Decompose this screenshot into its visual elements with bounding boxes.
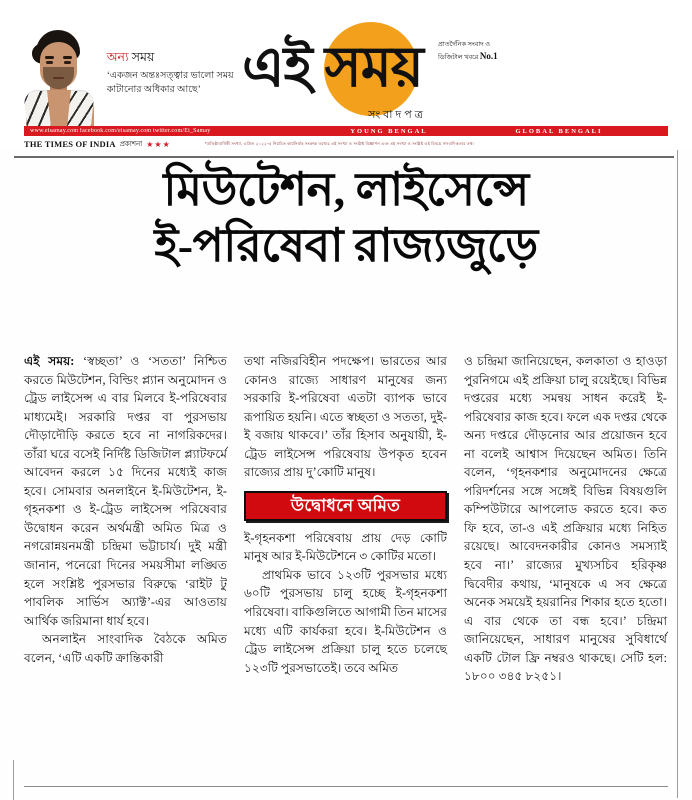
- publisher-bengali-label: প্রকাশনা: [119, 140, 143, 148]
- article-lede: এই সময়:: [24, 354, 75, 368]
- portrait-face: [40, 42, 77, 88]
- masthead-fineprint: *প্রতিষ্ঠাবার্ষিকী সংখ্যা, এপ্রিল ২০২২-এ নিয়মিত কার্যনির্বাহ সংক্রান্ত তথ্যের এই সংখ্যা ও সংশ্লিষ্ট বিজ্ঞাপন এবং এই সংখ্যা ও সংশ্লিষ্ট এই বিষয়ে সাংবাদিকতার তথ্য: [204, 140, 474, 146]
- strip-global-bengali: GLOBAL BENGALI: [515, 127, 603, 135]
- paragraph: ও চন্দ্রিমা জানিয়েছেন, কলকাতা ও হাওড়া পুরনিগমে এই প্রক্রিয়া চালু রয়েইছে। বিভিন্ন দপ্তরের মধ্যে সমন্বয় সাধন করেই ই-পরিষেবার কাজ হবে। ফলে এক দপ্তর থেকে অন্য দপ্তরে দৌড়নোর আর প্রয়োজন হবে না বলেই আশ্বাস দিয়েছেন অমিত। তিনি বলেন, ‘গৃহনকশার অনুমোদনের ক্ষেত্রে পরিদর্শনের সঙ্গে সঙ্গেই বিভিন্ন বিষয়গুলি কম্পিউটারে আপলোড করতে হবে। কত ফি হবে, তা-ও এই প্রক্রিয়ার মধ্যে নিহিত রয়েছে। আবেদনকারীর কোনও সমস্যাই হবে না।’ রাজ্যের মুখ্যসচিব হরিকৃষ্ণ দ্বিবেদীর কথায়, ‘মানুষকে এ সব ক্ষেত্রে অনেক সময়েই হয়রানির শিকার হতে হতো। এ বার থেকে তা বন্ধ হবে।’ চন্দ্রিমা জানিয়েছেন, সাধারণ মানুষের সুবিধার্থে একটি টোল ফ্রি নম্বরও থাকছে। সেটি হল: ১৮০০ ৩৪৫ ৮২৫১।: [464, 354, 667, 684]
- bottom-rule: [24, 786, 668, 787]
- article-headline: [24, 162, 668, 274]
- promo-quote: ‘একজন অন্তঃসত্ত্বার ভালো সময় কাটানোর অধিকার আছে’: [106, 71, 234, 96]
- portrait-mouth: [53, 77, 64, 79]
- strip-young-bengal: YOUNG BENGAL: [350, 127, 428, 135]
- paragraph: ই-গৃহনকশা পরিষেবায় প্রায় দেড় কোটি মানুষ আর ই-মিউটেশনে ৩ কোটির মতো।: [244, 530, 447, 564]
- left-rule: [13, 760, 14, 800]
- right-column-rule: [677, 150, 678, 798]
- masthead-divider-rule: [14, 156, 674, 158]
- portrait-eye-left: [46, 61, 53, 64]
- article-columns: [24, 352, 668, 782]
- paragraph: অনলাইন সাংবাদিক বৈঠকে অমিত বলেন, ‘এটি একটি ক্রান্তিকারী: [24, 632, 227, 665]
- portrait-photo: [24, 24, 95, 126]
- portrait-brow-left: [45, 56, 54, 59]
- promo-title-rest: সময়: [128, 49, 155, 64]
- photo-caption-box: [244, 491, 447, 521]
- badge-line-2: ডিজিটাল খবরে: [438, 53, 479, 61]
- article-column-3: [464, 352, 667, 782]
- strip-urls[interactable]: www.eisamay.com facebook.com/eisamay.com twitter.com/Ei_Samay: [30, 128, 211, 134]
- badge-line-1: প্রাতর্দৈনিক সংবাদ ও: [438, 41, 491, 48]
- promo-block: [24, 24, 254, 126]
- publisher-stars: ★★★: [146, 139, 171, 149]
- portrait-vest-left: [24, 90, 51, 126]
- badge-no1: No.1: [479, 50, 498, 61]
- logo-no1-badge: [438, 40, 542, 63]
- masthead-logo: [242, 18, 542, 130]
- promo-title: [107, 51, 254, 65]
- headline-line-2: ই-পরিষেবা রাজ্যজুড়ে: [154, 220, 538, 272]
- publisher-row: [24, 138, 668, 150]
- paragraph: [24, 352, 227, 630]
- headline-line-1: মিউটেশন, লাইসেন্সে: [163, 164, 529, 215]
- paragraph-text: ‘স্বচ্ছতা’ ও ‘সততা’ নিশ্চিত করতে মিউটেশন, বিল্ডিং প্ল্যান অনুমোদন ও ট্রেড লাইসেন্স এ বার মিলবে ই-পরিষেবার মাধ্যমেই। সরকারি দপ্তর বা পুরসভায় দৌড়াদৌড়ি করতে হবে না নাগরিকদের। তাঁরা ঘরে বসেই নির্দিষ্ট ডিজিটাল প্ল্যাটফর্মে আবেদন করলে ১৫ দিনের মধ্যেই কাজ হবে। সোমবার অনলাইনে ই-মিউটেশন, ই-গৃহনকশা ও ই-ট্রেড লাইসেন্স পরিষেবার উদ্বোধন করেন অর্থমন্ত্রী অমিত মিত্র ও নগরোন্নয়নমন্ত্রী চন্দ্রিমা ভট্টাচার্য। দুই মন্ত্রী জানান, পনেরো দিনের সময়সীমা লঙ্ঘিত হলে সংশ্লিষ্ট পুরসভার বিরুদ্ধে ‘রাইট টু পাবলিক সার্ভিস অ্যাক্ট’-এর আওতায় আর্থিক জরিমানা ধার্য হবে।: [24, 354, 227, 628]
- portrait-brow-right: [63, 56, 72, 59]
- paragraph: প্রাথমিক ভাবে ১২৩টি পুরসভার মধ্যে ৬০টি পুরসভায় চালু হচ্ছে ই-গৃহনকশা পরিষেবা। বাকিগুলিতে আগামী তিন মাসের মধ্যে এটি কার্যকরা হবে। ই-মিউটেশন ও ট্রেড লাইসেন্স প্রক্রিয়া চালু হতে চলেছে ১২৩টি পুরসভাতেই। তবে অমিত: [244, 567, 447, 675]
- masthead: [0, 0, 692, 148]
- logo-wordmark: এই সময়: [242, 37, 423, 99]
- portrait-vest-right: [67, 90, 95, 126]
- promo-text: [107, 51, 254, 126]
- publisher-label: THE TIMES OF INDIA: [24, 139, 116, 149]
- portrait-eye-right: [64, 61, 71, 64]
- masthead-red-strip: [24, 126, 668, 136]
- paragraph: তথা নজিরবিহীন পদক্ষেপ। ভারতের আর কোনও রাজ্যে সাধারণ মানুষের জন্য সরকারি ই-পরিষেবা এতটা ব্যাপক ভাবে রূপায়িত হয়নি। এতে স্বচ্ছতা ও সততা, দুই-ই বজায় থাকবে।’ তাঁর হিসাব অনুযায়ী, ই-ট্রেড লাইসেন্স পরিষেবায় উপকৃত হবেন রাজ্যের প্রায় দু’কোটি মানুষ।: [244, 354, 447, 480]
- article-column-2: [244, 352, 447, 782]
- promo-title-highlight: অন্য: [106, 49, 129, 64]
- article-column-1: [24, 352, 227, 782]
- logo-subtitle: সংবাদপত্র: [368, 109, 426, 121]
- photo-caption-text: উদ্বোধনে অমিত: [290, 496, 401, 516]
